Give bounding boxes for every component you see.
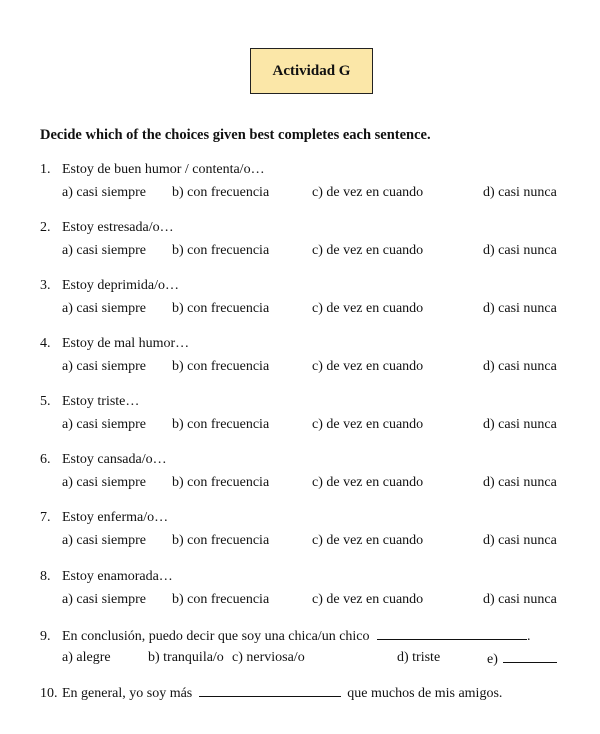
answer-blank[interactable] [199,682,341,697]
question-text: Estoy enamorada… [62,569,173,584]
question-number: 4. [40,336,51,351]
question-8 [40,567,580,610]
choice-e [487,648,557,670]
choice-c[interactable]: c) de vez en cuando [312,475,424,490]
question-number: 10. [40,686,58,701]
choice-a[interactable]: a) casi siempre [62,185,146,200]
choice-b[interactable]: b) con frecuencia [172,475,270,490]
choice-c[interactable]: c) de vez en cuando [312,185,424,200]
question-text: En conclusión, puedo decir que soy una chica/un chico [62,629,370,644]
question-9 [40,625,580,668]
choice-d[interactable]: d) casi nunca [483,592,557,607]
question-text: Estoy cansada/o… [62,452,167,467]
question-text: Estoy deprimida/o… [62,278,180,293]
question-5 [40,392,580,435]
question-4 [40,334,580,377]
question-2 [40,218,580,261]
choice-d[interactable]: d) casi nunca [483,301,557,316]
question-3 [40,276,580,319]
question-7 [40,508,580,551]
choice-b[interactable]: b) con frecuencia [172,592,270,607]
question-number: 7. [40,510,51,525]
choice-b[interactable]: b) con frecuencia [172,417,270,432]
question-text: Estoy triste… [62,394,140,409]
choice-c[interactable]: c) de vez en cuando [312,592,424,607]
question-1 [40,160,580,203]
choice-e-label: e) [487,652,498,667]
choice-b[interactable]: b) tranquila/o [148,650,224,665]
choice-d[interactable]: d) casi nunca [483,359,557,374]
instructions: Decide which of the choices given best completes each sentence. [40,127,431,143]
question-number: 9. [40,629,51,644]
choice-d[interactable]: d) casi nunca [483,475,557,490]
choice-a[interactable]: a) casi siempre [62,417,146,432]
question-6 [40,450,580,493]
choice-b[interactable]: b) con frecuencia [172,533,270,548]
choice-a[interactable]: a) casi siempre [62,475,146,490]
question-10 [40,682,502,702]
question-text: Estoy estresada/o… [62,220,174,235]
choice-a[interactable]: a) casi siempre [62,301,146,316]
activity-title: Actividad G [272,62,351,79]
question-text: Estoy de mal humor… [62,336,190,351]
choice-b[interactable]: b) con frecuencia [172,185,270,200]
question-number: 3. [40,278,51,293]
choice-c[interactable]: c) de vez en cuando [312,359,424,374]
question-text-before: En general, yo soy más [62,686,193,701]
question-text-after: que muchos de mis amigos. [347,686,503,701]
answer-blank[interactable] [377,625,527,640]
question-number: 5. [40,394,51,409]
question-number: 1. [40,162,51,177]
question-end-punctuation: . [527,629,531,644]
question-number: 6. [40,452,51,467]
choice-e-blank[interactable] [503,648,557,663]
choice-d[interactable]: d) casi nunca [483,243,557,258]
choice-d[interactable]: d) casi nunca [483,417,557,432]
choice-a[interactable]: a) casi siempre [62,243,146,258]
choice-a[interactable]: a) casi siempre [62,533,146,548]
choice-b[interactable]: b) con frecuencia [172,359,270,374]
choice-c[interactable]: c) nerviosa/o [232,650,305,665]
choice-a[interactable]: a) casi siempre [62,359,146,374]
choice-c[interactable]: c) de vez en cuando [312,533,424,548]
choice-c[interactable]: c) de vez en cuando [312,243,424,258]
question-text: Estoy de buen humor / contenta/o… [62,162,265,177]
choice-d[interactable]: d) triste [397,650,441,665]
choice-c[interactable]: c) de vez en cuando [312,417,424,432]
choice-b[interactable]: b) con frecuencia [172,301,270,316]
choice-d[interactable]: d) casi nunca [483,533,557,548]
question-text: Estoy enferma/o… [62,510,169,525]
choice-b[interactable]: b) con frecuencia [172,243,270,258]
choice-a[interactable]: a) alegre [62,650,111,665]
choice-a[interactable]: a) casi siempre [62,592,146,607]
question-number: 2. [40,220,51,235]
choice-d[interactable]: d) casi nunca [483,185,557,200]
activity-title-box [250,48,373,94]
question-number: 8. [40,569,51,584]
choice-c[interactable]: c) de vez en cuando [312,301,424,316]
